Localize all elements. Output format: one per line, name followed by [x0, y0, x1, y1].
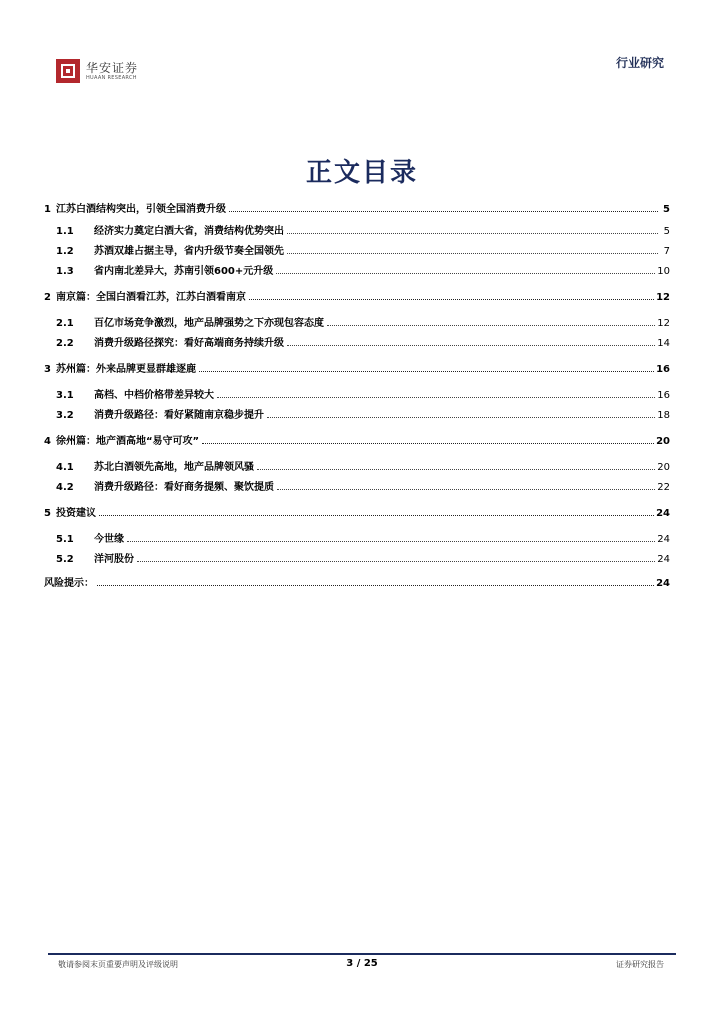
toc-entry-title: 徐州篇：地产酒高地“易守可攻” [55, 436, 200, 447]
toc-entry[interactable] [44, 359, 670, 375]
toc-entry[interactable] [44, 199, 670, 215]
toc-entry-page: 18 [657, 410, 670, 421]
toc-entry-title: 苏州篇：外来品牌更显群雄逐鹿 [55, 364, 196, 375]
toc-entry-page: 7 [663, 246, 670, 257]
toc-entry-title: 经济实力奠定白酒大省，消费结构优势突出 [94, 226, 284, 237]
toc-entry[interactable] [44, 549, 670, 565]
toc-entry-number: 3.1 [56, 390, 74, 401]
toc-dot-leader [97, 585, 654, 586]
toc-entry-title: 今世缘 [94, 534, 124, 545]
toc-entry[interactable] [44, 221, 670, 237]
toc-entry-number: 1.3 [56, 266, 74, 277]
footer-disclaimer-note: 敬请参阅末页重要声明及评级说明 [58, 960, 178, 969]
toc-entry-page: 5 [663, 226, 670, 237]
toc-entry-title: 苏酒双雄占据主导，省内升级节奏全国领先 [94, 246, 284, 257]
toc-dot-leader [277, 489, 655, 490]
toc-entry-title: 苏北白酒领先高地，地产品牌领风骚 [94, 462, 254, 473]
logo-text [86, 62, 138, 81]
logo-seal-icon [56, 59, 80, 83]
toc-entry-title: 消费升级路径：看好商务提频、聚饮提质 [94, 482, 274, 493]
toc-dot-leader [199, 371, 654, 372]
toc-entry-title: 洋河股份 [94, 554, 134, 565]
toc-entry-title: 消费升级路径探究：看好高端商务持续升级 [94, 338, 284, 349]
toc-dot-leader [287, 233, 658, 234]
toc-entry-page: 12 [657, 318, 670, 329]
toc-entry-page: 20 [657, 462, 670, 473]
toc-dot-leader [217, 397, 655, 398]
toc-entry[interactable] [44, 241, 670, 257]
toc-entry-number: 4.2 [56, 482, 74, 493]
toc-entry[interactable] [44, 477, 670, 493]
toc-entry-number: 2.1 [56, 318, 74, 329]
toc-entry[interactable] [44, 287, 670, 303]
toc-entry[interactable] [44, 313, 670, 329]
toc-entry[interactable] [44, 573, 670, 589]
toc-dot-leader [127, 541, 655, 542]
toc-entry-title: 南京篇：全国白酒看江苏，江苏白酒看南京 [55, 292, 246, 303]
toc-entry-page: 20 [656, 436, 670, 447]
toc-entry-page: 14 [657, 338, 670, 349]
toc-entry-title: 消费升级路径：看好紧随南京稳步提升 [94, 410, 264, 421]
toc-entry[interactable] [44, 261, 670, 277]
logo-english-name: HUAAN RESEARCH [86, 74, 137, 81]
toc-entry-title: 投资建议 [55, 508, 96, 519]
toc-entry-page: 24 [656, 578, 670, 589]
toc-entry-title: 风险提示： [44, 578, 94, 589]
toc-entry[interactable] [44, 405, 670, 421]
toc-dot-leader [99, 515, 654, 516]
toc-entry-page: 12 [656, 292, 670, 303]
page-title: 正文目录 [305, 158, 418, 188]
toc-entry-title: 高档、中档价格带差异较大 [94, 390, 214, 401]
toc-dot-leader [202, 443, 654, 444]
toc-entry-title: 江苏白酒结构突出，引领全国消费升级 [55, 204, 226, 215]
footer-report-type: 证券研究报告 [616, 960, 664, 969]
toc-entry[interactable] [44, 385, 670, 401]
toc-entry[interactable] [44, 503, 670, 519]
toc-entry-page: 10 [657, 266, 670, 277]
toc-entry-number: 4.1 [56, 462, 74, 473]
company-logo [56, 57, 138, 85]
toc-entry-page: 24 [656, 508, 670, 519]
toc-entry[interactable] [44, 457, 670, 473]
toc-entry[interactable] [44, 431, 670, 447]
toc-dot-leader [327, 325, 655, 326]
toc-entry-number: 1.1 [56, 226, 74, 237]
toc-entry-number: 5.2 [56, 554, 74, 565]
toc-entry-number: 2 [44, 292, 51, 303]
toc-entry-number: 1 [44, 204, 51, 215]
toc-entry-number: 1.2 [56, 246, 74, 257]
toc-entry-page: 22 [657, 482, 670, 493]
toc-entry-number: 2.2 [56, 338, 74, 349]
toc-entry-number: 5.1 [56, 534, 74, 545]
toc-dot-leader [287, 345, 655, 346]
page-number: 3 / 25 [346, 958, 378, 969]
toc-entry[interactable] [44, 529, 670, 545]
section-tag: 行业研究 [615, 56, 664, 70]
toc-dot-leader [287, 253, 658, 254]
logo-chinese-name: 华安证券 [86, 60, 139, 75]
toc-entry-title: 省内南北差异大，苏南引领600+元升级 [94, 266, 274, 277]
toc-entry[interactable] [44, 333, 670, 349]
toc-entry-page: 5 [663, 204, 670, 215]
toc-entry-page: 16 [657, 390, 670, 401]
footer-divider [48, 953, 676, 955]
toc-dot-leader [257, 469, 655, 470]
toc-dot-leader [229, 211, 658, 212]
toc-dot-leader [137, 561, 655, 562]
toc-entry-page: 24 [657, 534, 670, 545]
toc-entry-page: 24 [657, 554, 670, 565]
toc-entry-number: 4 [44, 436, 51, 447]
toc-dot-leader [267, 417, 655, 418]
toc-entry-title: 百亿市场竞争激烈，地产品牌强势之下亦现包容态度 [94, 318, 324, 329]
toc-entry-page: 16 [656, 364, 670, 375]
toc-entry-number: 5 [44, 508, 51, 519]
toc-dot-leader [249, 299, 654, 300]
toc-entry-number: 3 [44, 364, 51, 375]
toc-entry-number: 3.2 [56, 410, 74, 421]
toc-dot-leader [276, 273, 655, 274]
